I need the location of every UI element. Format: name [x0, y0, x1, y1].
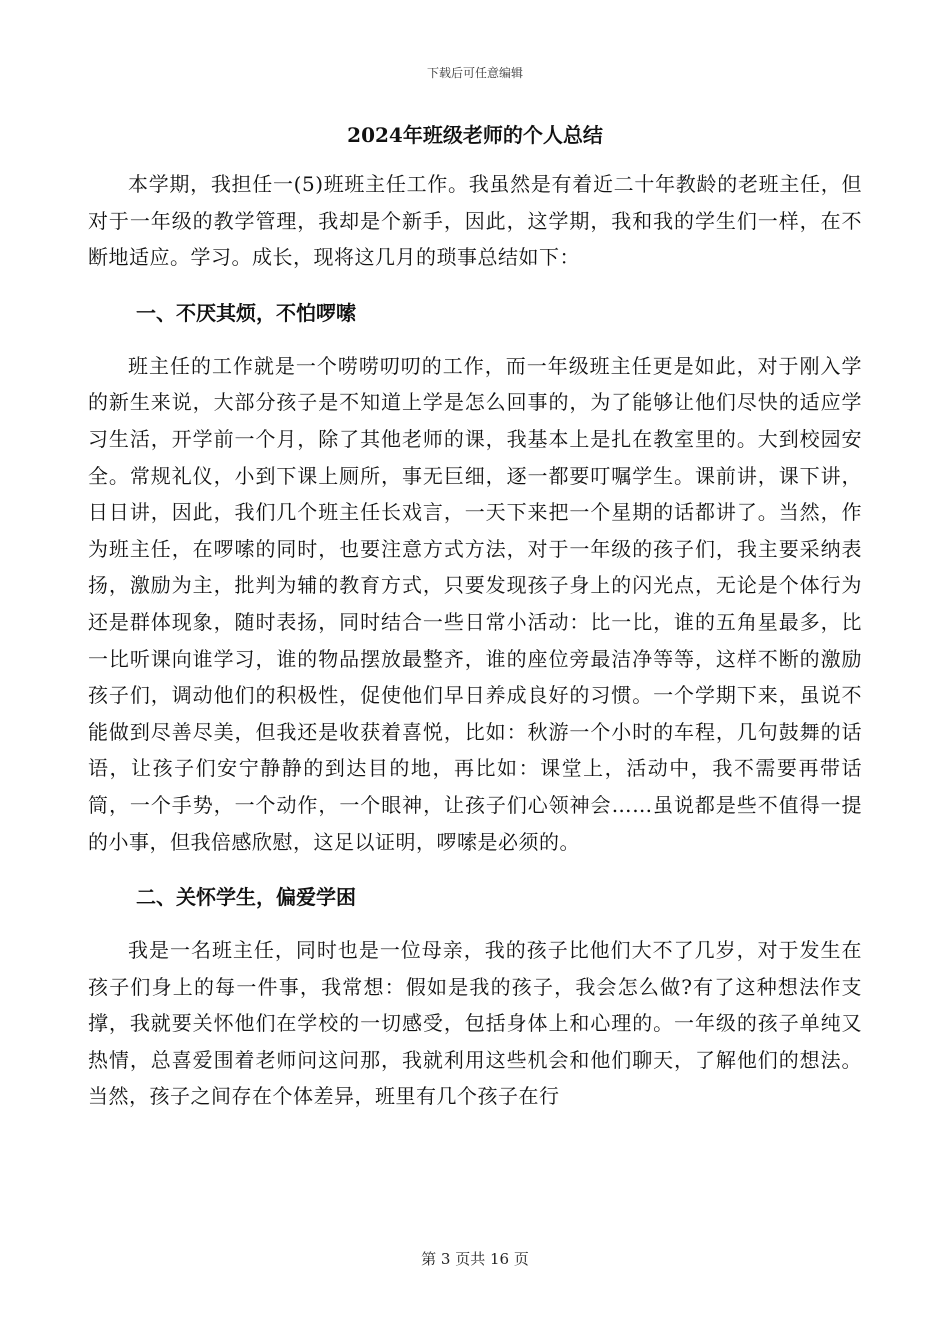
- section-heading-1: 一、不厌其烦，不怕啰嗦: [136, 300, 356, 325]
- page-header: 下载后可任意编辑: [426, 66, 523, 80]
- section-paragraph-2: 我是一名班主任，同时也是一位母亲，我的孩子比他们大不了几岁，对于发生在孩子们身上的每一件事，我常想：假如是我的孩子，我会怎么做?有了这种想法作支撑，我就要关怀他们在学校的一切感受，包括身体上和心理的。一年级的孩子单纯又热情，总喜爱围着老师问这问那，我就利用这些机会和他们聊天，了解他们的想法。当然，孩子之间存在个体差异，班里有几个孩子在行: [88, 938, 862, 1109]
- page-footer: 第 3 页共 16 页: [421, 1250, 529, 1268]
- section-paragraph-1: 班主任的工作就是一个唠唠叨叨的工作，而一年级班主任更是如此，对于刚入学的新生来说，大部分孩子是不知道上学是怎么回事的，为了能够让他们尽快的适应学习生活，开学前一个月，除了其他老师的课，我基本上是扎在教室里的。大到校园安全。常规礼仪，小到下课上厕所，事无巨细，逐一都要叮嘱学生。课前讲，课下讲，日日讲，因此，我们几个班主任长戏言，一天下来把一个星期的话都讲了。当然，作为班主任，在啰嗦的同时，也要注意方式方法，对于一年级的孩子们，我主要采纳表扬，激励为主，批判为辅的教育方式，只要发现孩子身上的闪光点，无论是个体行为还是群体现象，随时表扬，同时结合一些日常小活动：比一比，谁的五角星最多，比一比听课向谁学习，谁的物品摆放最整齐，谁的座位旁最洁净等等，这样不断的激励孩子们，调动他们的积极性，促使他们早日养成良好的习惯。一个学期下来，虽说不能做到尽善尽美，但我还是收获着喜悦，比如：秋游一个小时的车程，几句鼓舞的话语，让孩子们安宁静静的到达目的地，再比如：课堂上，活动中，我不需要再带话筒，一个手势，一个动作，一个眼神，让孩子们心领神会……虽说都是些不值得一提的小事，但我倍感欣慰，这足以证明，啰嗦是必须的。: [88, 353, 862, 854]
- intro-paragraph: 本学期，我担任一(5)班班主任工作。我虽然是有着近二十年教龄的老班主任，但对于一年级的教学管理，我却是个新手，因此，这学期，我和我的学生们一样，在不断地适应。学习。成长，现将这几月的琐事总结如下：: [88, 172, 862, 270]
- document-body: [88, 120, 862, 1115]
- section-heading-2: 二、关怀学生，偏爱学困: [136, 885, 356, 910]
- document-title: 2024年班级老师的个人总结: [347, 123, 603, 147]
